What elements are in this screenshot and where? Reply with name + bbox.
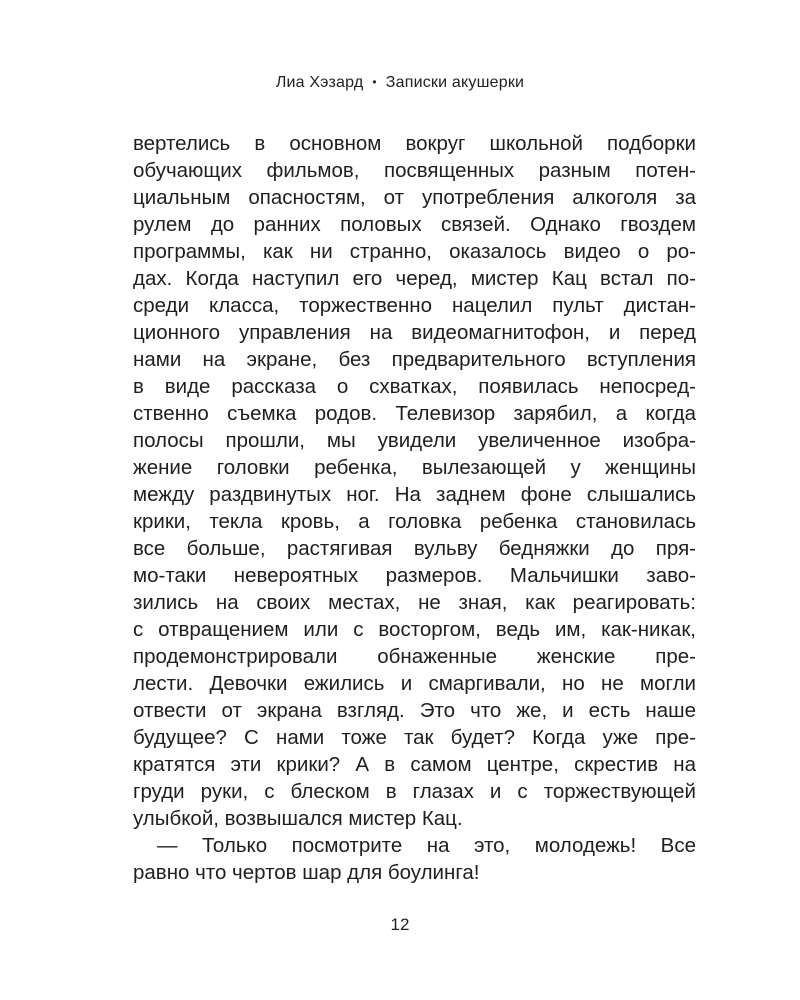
text-line: дах. Когда наступил его черед, мистер Кац встал по-: [133, 267, 696, 290]
text-line: обучающих фильмов, посвященных разным потен-: [133, 159, 696, 182]
text-line: программы, как ни странно, оказалось видео о ро-: [133, 240, 696, 263]
text-line: нами на экране, без предварительного вступления: [133, 348, 696, 371]
text-line: равно что чертов шар для боулинга!: [133, 861, 480, 884]
header-separator: •: [372, 75, 377, 89]
text-line: ственно съемка родов. Телевизор зарябил, а когда: [133, 402, 696, 425]
text-line: лести. Девочки ежились и смаргивали, но не могли: [133, 672, 696, 695]
text-line: между раздвинутых ног. На заднем фоне слышались: [133, 483, 696, 506]
text-line: вертелись в основном вокруг школьной подборки: [133, 132, 696, 155]
text-line: улыбкой, возвышался мистер Кац.: [133, 807, 463, 830]
text-line: ционного управления на видеомагнитофон, и перед: [133, 321, 696, 344]
header-book-title: Записки акушерки: [385, 74, 525, 91]
text-line: с отвращением или с восторгом, ведь им, как-никак,: [133, 618, 696, 641]
text-line: крики, текла кровь, а головка ребенка становилась: [133, 510, 696, 533]
page-number: 12: [390, 915, 410, 934]
text-line: все больше, растягивая вульву бедняжки до пря-: [133, 537, 696, 560]
text-line: продемонстрировали обнаженные женские пре-: [133, 645, 696, 668]
text-line: жение головки ребенка, вылезающей у женщины: [133, 456, 696, 479]
text-line: — Только посмотрите на это, молодежь! Все: [157, 834, 696, 857]
text-line: рулем до ранних половых связей. Однако гвоздем: [133, 213, 696, 236]
text-line: груди руки, с блеском в глазах и с торжествующей: [133, 780, 696, 803]
text-line: мо-таки невероятных размеров. Мальчишки заво-: [133, 564, 696, 587]
text-line: отвести от экрана взгляд. Это что же, и есть наше: [133, 699, 696, 722]
running-header: [0, 74, 800, 92]
text-line: циальным опасностям, от употребления алкоголя за: [133, 186, 696, 209]
text-line: кратятся эти крики? А в самом центре, скрестив на: [133, 753, 696, 776]
body-text: [133, 130, 696, 886]
text-line: полосы прошли, мы увидели увеличенное изобра-: [133, 429, 696, 452]
header-author: Лиа Хэзард: [275, 74, 364, 91]
text-line: в виде рассказа о схватках, появилась непосред-: [133, 375, 696, 398]
text-line: среди класса, торжественно нацелил пульт дистан-: [133, 294, 696, 317]
text-line: зились на своих местах, не зная, как реагировать:: [133, 591, 696, 614]
text-line: будущее? С нами тоже так будет? Когда уже пре-: [133, 726, 696, 749]
